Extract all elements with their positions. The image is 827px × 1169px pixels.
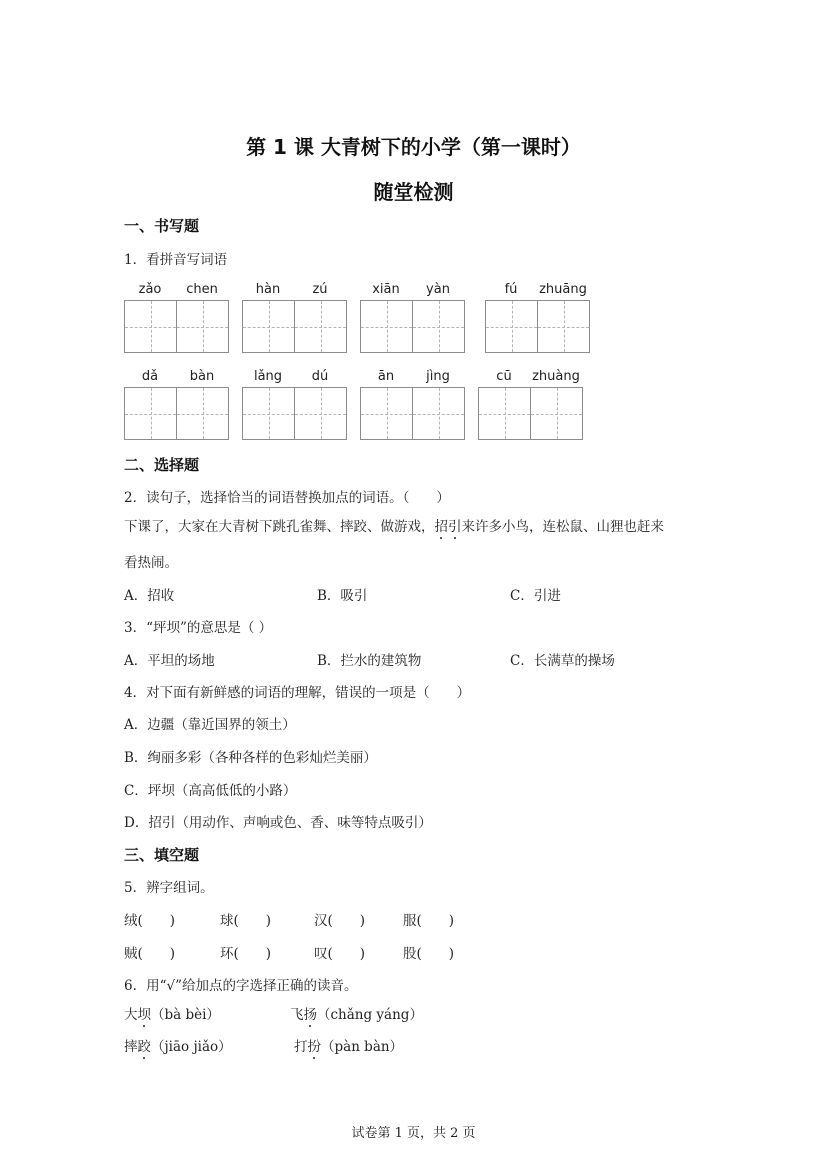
reading-item[interactable] bbox=[290, 1003, 423, 1023]
writing-cell[interactable] bbox=[485, 300, 538, 353]
pinyin-label: zú bbox=[312, 282, 328, 297]
fill-blank[interactable]: 服( ) bbox=[403, 913, 455, 929]
writing-cell[interactable] bbox=[478, 387, 531, 440]
question-1-prompt: 1．看拼音写词语 bbox=[124, 252, 228, 268]
fill-blank[interactable]: 叹( ) bbox=[314, 946, 366, 962]
writing-cell[interactable] bbox=[295, 300, 347, 353]
option-a[interactable]: A．招收 bbox=[124, 588, 175, 604]
option-b[interactable]: B．吸引 bbox=[317, 588, 368, 604]
char: 飞 bbox=[290, 1007, 304, 1023]
reading-options[interactable]: （chǎng yáng） bbox=[317, 1007, 423, 1023]
option-c[interactable]: C．长满草的操场 bbox=[510, 653, 615, 669]
pinyin-label: jìng bbox=[426, 369, 450, 384]
char: 打 bbox=[294, 1039, 308, 1055]
fill-blank[interactable]: 球( ) bbox=[220, 913, 272, 929]
pinyin-label: dǎ bbox=[141, 369, 159, 384]
writing-grid[interactable] bbox=[124, 387, 229, 439]
writing-cell[interactable] bbox=[242, 387, 295, 440]
question-6-prompt: 6．用“√”给加点的字选择正确的读音。 bbox=[124, 978, 358, 994]
pinyin-label: bàn bbox=[189, 369, 215, 384]
reading-options[interactable]: （pàn bàn） bbox=[321, 1039, 404, 1055]
dotted-char: 扮 bbox=[308, 1035, 322, 1055]
fill-blank[interactable]: 贼( ) bbox=[124, 946, 176, 962]
option-a[interactable]: A．平坦的场地 bbox=[124, 653, 215, 669]
pinyin-label: zhuāng bbox=[539, 282, 587, 297]
writing-grid[interactable] bbox=[478, 387, 583, 439]
writing-cell[interactable] bbox=[177, 387, 229, 440]
pinyin-label: fú bbox=[504, 282, 518, 297]
question-2-sentence bbox=[124, 515, 664, 535]
pinyin-label: dú bbox=[311, 369, 329, 384]
reading-item[interactable] bbox=[124, 1035, 232, 1055]
option-b[interactable]: B．拦水的建筑物 bbox=[317, 653, 422, 669]
page-footer: 试卷第 1 页，共 2 页 bbox=[351, 1126, 476, 1141]
writing-cell[interactable] bbox=[531, 387, 583, 440]
option-b[interactable]: B．绚丽多彩（各种各样的色彩灿烂美丽） bbox=[124, 750, 377, 766]
fill-blank[interactable]: 汉( ) bbox=[314, 913, 366, 929]
writing-grid[interactable] bbox=[124, 300, 229, 352]
page-title: 第 1 课 大青树下的小学（第一课时） bbox=[246, 135, 581, 159]
fill-blank[interactable]: 环( ) bbox=[220, 946, 272, 962]
question-4-prompt: 4．对下面有新鲜感的词语的理解，错误的一项是（ ） bbox=[124, 685, 471, 701]
pinyin-label: chen bbox=[186, 282, 218, 297]
writing-cell[interactable] bbox=[360, 300, 413, 353]
fill-blank[interactable]: 股( ) bbox=[403, 946, 455, 962]
pinyin-label: zhuàng bbox=[532, 369, 580, 384]
writing-cell[interactable] bbox=[360, 387, 413, 440]
option-d[interactable]: D．招引（用动作、声响或色、香、味等特点吸引） bbox=[124, 815, 432, 831]
pinyin-label: cū bbox=[496, 369, 512, 384]
question-5-prompt: 5．辨字组词。 bbox=[124, 880, 214, 896]
pinyin-label: hàn bbox=[255, 282, 281, 297]
reading-options[interactable]: （jiāo jiǎo） bbox=[151, 1039, 232, 1055]
question-2-sentence-cont: 看热闹。 bbox=[124, 555, 178, 571]
fill-blank[interactable]: 绒( ) bbox=[124, 913, 176, 929]
section-heading-fill: 三、填空题 bbox=[124, 846, 200, 864]
writing-cell[interactable] bbox=[124, 387, 177, 440]
reading-options[interactable]: （bà bèi） bbox=[151, 1007, 220, 1023]
sentence-part: 下课了，大家在大青树下跳孔雀舞、摔跤、做游戏， bbox=[124, 519, 435, 535]
section-heading-writing: 一、书写题 bbox=[124, 217, 200, 235]
writing-grid[interactable] bbox=[242, 387, 347, 439]
option-c[interactable]: C．坪坝（高高低低的小路） bbox=[124, 783, 297, 799]
pinyin-label: xiān bbox=[372, 282, 400, 297]
pinyin-label: lǎng bbox=[253, 369, 283, 384]
dotted-char: 坝 bbox=[138, 1003, 152, 1023]
dotted-char: 招 bbox=[435, 515, 449, 535]
writing-cell[interactable] bbox=[538, 300, 590, 353]
option-c[interactable]: C．引进 bbox=[510, 588, 561, 604]
writing-cell[interactable] bbox=[413, 387, 465, 440]
writing-grid[interactable] bbox=[242, 300, 347, 352]
question-2-prompt: 2．读句子，选择恰当的词语替换加点的词语。（ ） bbox=[124, 490, 450, 506]
sentence-part: 来许多小鸟，连松鼠、山狸也赶来 bbox=[461, 519, 664, 535]
writing-cell[interactable] bbox=[295, 387, 347, 440]
writing-cell[interactable] bbox=[124, 300, 177, 353]
question-3-prompt: 3．“坪坝”的意思是（ ） bbox=[124, 620, 273, 636]
pinyin-label: zǎo bbox=[138, 282, 162, 297]
option-a[interactable]: A．边疆（靠近国界的领土） bbox=[124, 717, 296, 733]
writing-grid[interactable] bbox=[485, 300, 590, 352]
reading-item[interactable] bbox=[294, 1035, 403, 1055]
dotted-char: 扬 bbox=[304, 1003, 318, 1023]
dotted-char: 跤 bbox=[138, 1035, 152, 1055]
writing-cell[interactable] bbox=[242, 300, 295, 353]
reading-item[interactable] bbox=[124, 1003, 220, 1023]
char: 摔 bbox=[124, 1039, 138, 1055]
writing-grid[interactable] bbox=[360, 387, 465, 439]
char: 大 bbox=[124, 1007, 138, 1023]
page-subtitle: 随堂检测 bbox=[373, 180, 454, 204]
writing-cell[interactable] bbox=[177, 300, 229, 353]
pinyin-label: ān bbox=[377, 369, 395, 384]
writing-grid[interactable] bbox=[360, 300, 465, 352]
pinyin-label: yàn bbox=[426, 282, 450, 297]
dotted-char: 引 bbox=[448, 515, 462, 535]
writing-cell[interactable] bbox=[413, 300, 465, 353]
section-heading-choice: 二、选择题 bbox=[124, 456, 200, 474]
